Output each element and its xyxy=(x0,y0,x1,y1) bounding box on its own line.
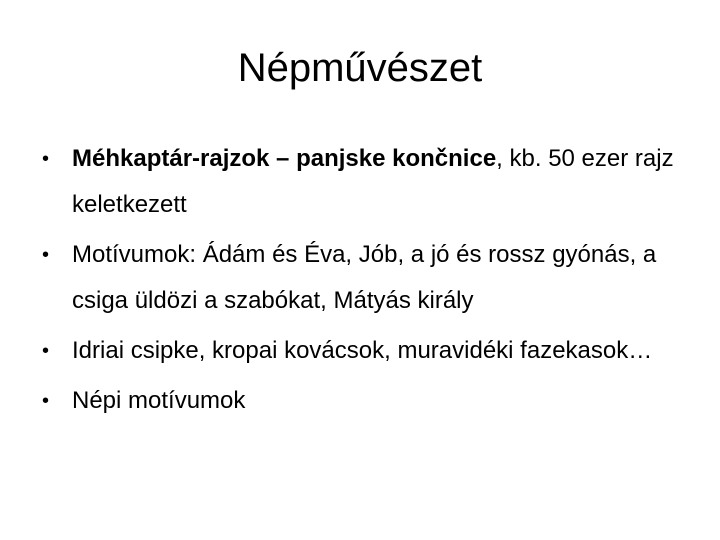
bullet-marker: • xyxy=(42,340,50,362)
bullet-marker: • xyxy=(42,244,50,266)
bullet-bold-text: Méhkaptár-rajzok – panjske končnice xyxy=(72,145,497,172)
slide-title: Népművészet xyxy=(237,46,483,90)
bullet-item xyxy=(42,378,692,424)
bullet-item xyxy=(42,136,692,228)
bullet-item xyxy=(42,328,692,374)
bullet-marker: • xyxy=(42,148,50,170)
bullet-list xyxy=(42,136,692,428)
bullet-marker: • xyxy=(42,390,50,412)
bullet-text: Motívumok: Ádám és Éva, Jób, a jó és rossz gyónás, a csiga üldözi a szabókat, Mátyás király xyxy=(72,241,657,314)
bullet-text: Népi motívumok xyxy=(72,387,246,414)
bullet-text: , kb. 50 ezer rajz keletkezett xyxy=(72,145,674,218)
bullet-item xyxy=(42,232,692,324)
bullet-text: Idriai csipke, kropai kovácsok, muravidéki fazekasok… xyxy=(72,337,653,364)
